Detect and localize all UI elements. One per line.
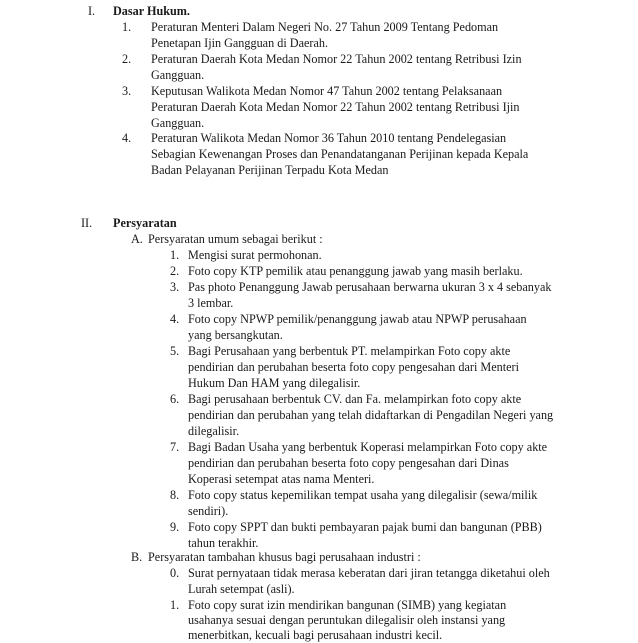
item-number: 0. bbox=[170, 566, 180, 580]
item-text: Foto copy surat izin mendirikan bangunan (SIMB) yang kegiatan bbox=[188, 598, 507, 612]
item-text: Bagi Badan Usaha yang berbentuk Koperasi melampirkan Foto copy akte bbox=[188, 440, 548, 454]
item-text: 3 lembar. bbox=[188, 296, 234, 310]
item-text: pendirian dan perubahan beserta foto copy pengesahan dari Dinas bbox=[188, 456, 509, 470]
item-number: 3. bbox=[170, 280, 180, 294]
item-text: Gangguan. bbox=[151, 116, 205, 130]
item-number: 5. bbox=[170, 344, 180, 358]
item-number: 1. bbox=[170, 248, 180, 262]
item-text: tahun terakhir. bbox=[188, 536, 259, 550]
item-number: 7. bbox=[170, 440, 180, 454]
item-number: 9. bbox=[170, 520, 180, 534]
item-text: Bagi Perusahaan yang berbentuk PT. melampirkan Foto copy akte bbox=[188, 344, 511, 358]
item-text: menerbitkan, kecuali bagi perusahaan industri kecil. bbox=[188, 628, 443, 642]
item-text: Foto copy KTP pemilik atau penanggung jawab yang masih berlaku. bbox=[188, 264, 523, 278]
item-text: pendirian dan perubahan yang telah didaftarkan di Pengadilan Negeri yang bbox=[188, 408, 554, 422]
item-text: Foto copy status kepemilikan tempat usaha yang dilegalisir (sewa/milik bbox=[188, 488, 538, 502]
item-text: pendirian dan perubahan beserta foto copy pengesahan dari Menteri bbox=[188, 360, 519, 374]
item-text: Peraturan Daerah Kota Medan Nomor 22 Tahun 2002 tentang Retribusi Izin bbox=[151, 52, 522, 66]
section-title: Dasar Hukum. bbox=[113, 4, 190, 18]
section-numeral: II. bbox=[81, 216, 93, 230]
item-number: 1. bbox=[122, 20, 132, 34]
item-number: 6. bbox=[170, 392, 180, 406]
item-text: Keputusan Walikota Medan Nomor 47 Tahun 2002 tentang Pelaksanaan bbox=[151, 84, 503, 98]
item-text: Mengisi surat permohonan. bbox=[188, 248, 322, 262]
item-text: Sebagian Kewenangan Proses dan Penandatanganan Perijinan kepada Kepala bbox=[151, 147, 529, 161]
item-number: 1. bbox=[170, 598, 180, 612]
item-text: Koperasi setempat atas nama Menteri. bbox=[188, 472, 375, 486]
item-text: Surat pernyataan tidak merasa keberatan dari jiran tetangga diketahui oleh bbox=[188, 566, 550, 580]
item-text: Penetapan Ijin Gangguan di Daerah. bbox=[151, 36, 328, 50]
item-text: sendiri). bbox=[188, 504, 229, 518]
item-text: Peraturan Walikota Medan Nomor 36 Tahun 2010 tentang Pendelegasian bbox=[151, 131, 507, 145]
section-title: Persyaratan bbox=[113, 216, 177, 230]
item-text: Peraturan Daerah Kota Medan Nomor 22 Tahun 2002 tentang Retribusi Ijin bbox=[151, 100, 520, 114]
item-text: Gangguan. bbox=[151, 68, 205, 82]
subsection-heading: Persyaratan tambahan khusus bagi perusahaan industri : bbox=[148, 550, 421, 564]
item-text: Lurah setempat (asli). bbox=[188, 582, 295, 596]
item-number: 2. bbox=[122, 52, 132, 66]
item-text: Foto copy SPPT dan bukti pembayaran pajak bumi dan bangunan (PBB) bbox=[188, 520, 542, 534]
item-text: Bagi perusahaan berbentuk CV. dan Fa. melampirkan foto copy akte bbox=[188, 392, 522, 406]
item-text: Foto copy NPWP pemilik/penanggung jawab atau NPWP perusahaan bbox=[188, 312, 527, 326]
item-number: 3. bbox=[122, 84, 132, 98]
subsection-letter: A. bbox=[131, 232, 143, 246]
subsection-letter: B. bbox=[131, 550, 143, 564]
section-numeral: I. bbox=[88, 4, 96, 18]
item-number: 4. bbox=[170, 312, 180, 326]
item-text: dilegalisir. bbox=[188, 424, 240, 438]
item-text: Peraturan Menteri Dalam Negeri No. 27 Tahun 2009 Tentang Pedoman bbox=[151, 20, 499, 34]
item-number: 8. bbox=[170, 488, 180, 502]
item-number: 2. bbox=[170, 264, 180, 278]
subsection-heading: Persyaratan umum sebagai berikut : bbox=[148, 232, 323, 246]
item-text: yang bersangkutan. bbox=[188, 328, 283, 342]
item-text: Badan Pelayanan Perijinan Terpadu Kota Medan bbox=[151, 163, 389, 177]
item-number: 4. bbox=[122, 131, 132, 145]
item-text: usahanya sesuai dengan peruntukan dilegalisir oleh instansi yang bbox=[188, 613, 506, 627]
item-text: Hukum Dan HAM yang dilegalisir. bbox=[188, 376, 361, 390]
item-text: Pas photo Penanggung Jawab perusahaan berwarna ukuran 3 x 4 sebanyak bbox=[188, 280, 552, 294]
